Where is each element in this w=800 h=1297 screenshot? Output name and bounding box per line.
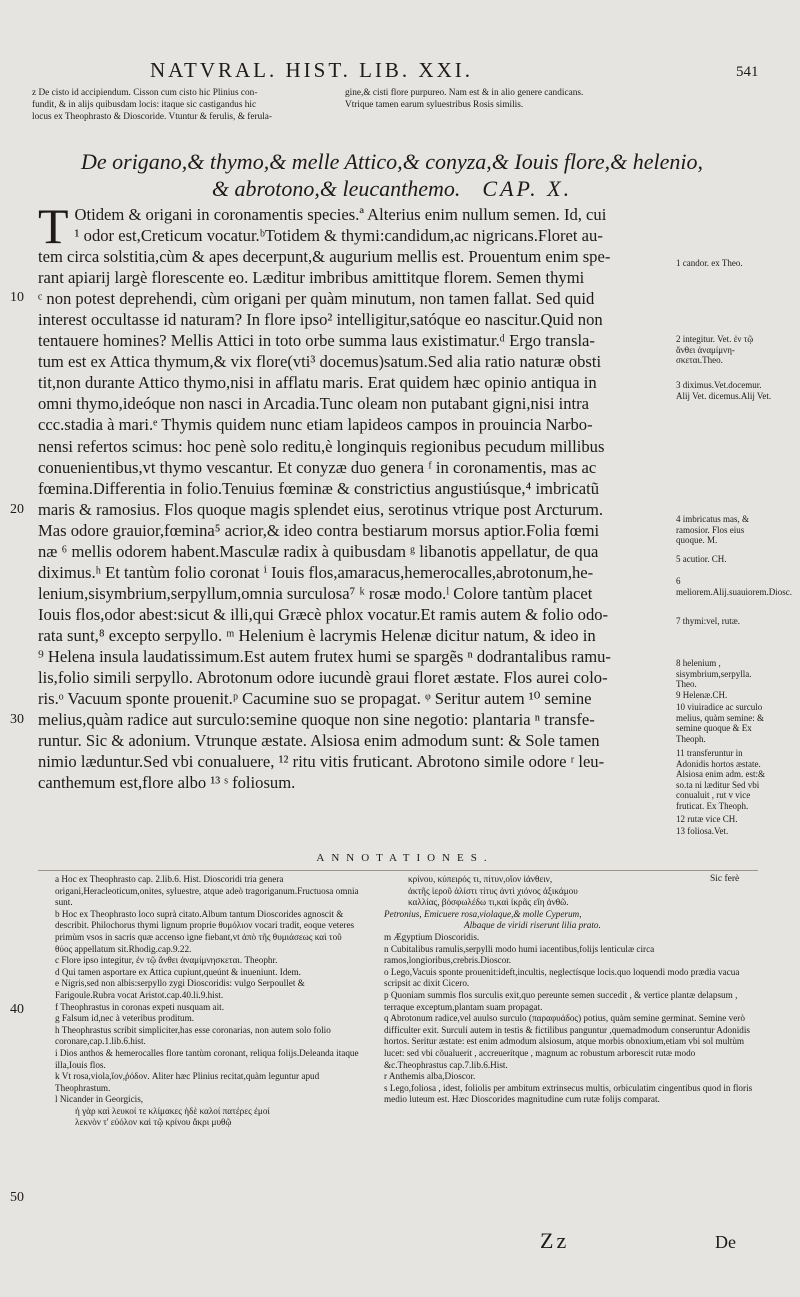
annotation: a Hoc ex Theophrasto cap. 2.lib.6. Hist. Dioscoridi tria genera origani,Heracleoticum,onites, syluestre, atque adeò tragoriganum.Fructuosa omnia sunt. <box>55 874 359 908</box>
text-line: Otidem & origani in coronamentis species.ª Alterius enim nullum semen. Id, cui <box>74 205 607 224</box>
annotation: p Quoniam summis flos surculis exit,quo pereunte semen succedit , & vertice plantæ delapsum , terraque exceptum,plantam suam propagat. <box>384 989 738 1012</box>
text-line: Mas odore grauior,fœmina⁵ acrior,& ideo contra bestiarum morsus aptior.Folia fœmi <box>38 520 600 540</box>
chapter-title-line-2 <box>72 175 712 202</box>
running-title: NATVRAL. HIST. LIB. XXI. <box>150 58 474 82</box>
text-line: fœmina.Differentia in folio.Tenuius fœminæ & constrictius angustiúsque,⁴ imbricatũ <box>38 478 600 498</box>
text-line: nensi refertos scimus: hoc penè solo reditu,è longinquis regionibus pecudum millibus <box>38 436 605 456</box>
text-line: ¹ odor est,Creticum vocatur.ᵇTotidem & thymi:candidum,ac nigricans.Floret au- <box>74 226 603 246</box>
chapter-title-line: De origano,& thymo,& melle Attico,& conyza,& Iouis flore,& helenio, <box>80 149 703 174</box>
text-line: canthemum est,flore albo ¹³ ˢ foliosum. <box>38 773 296 793</box>
annotation-verse: Petronius, Emicuere rosa,violaque,& molle Cyperum, <box>384 908 582 919</box>
annotation-verse: καλλίας, βόσφωλέδω τι,καὶ ἰκρᾶς εἴη ἀνθῶ. <box>408 897 569 908</box>
top-note-line: Vtrique tamen earum syluestribus Rosis similis. <box>345 100 524 110</box>
annotation: s Lego,foliosa , idest, foliolis per ambitum extrinsecus multis, orbiculatim cingentibus quod in floris medio luteum est. Hæc Dioscorides magnitudine cum rutæ folijs comparat. <box>384 1082 753 1105</box>
text-line: interest occultasse id naturam? In flore ipso² intelligitur,satóque eo nascitur.Quid non <box>38 310 603 330</box>
text-line: ᶜ non potest deprehendi, cùm origani per quàm minutum, non tamen fallat. Sed quid <box>38 289 595 309</box>
annotation: e Nigris,sed non albis:serpyllo zygi Dioscoridis: vulgo Serpoullet & Farigoule.Rubra vocat Aristot.cap.40.li.9.hist. <box>55 978 305 1000</box>
annotation: l Nicander in Georgicis, <box>55 1094 144 1105</box>
top-note-line: gine,& cisti flore purpureo. Nam est & in alio genere candicans. <box>345 88 584 98</box>
annotation: f Theophrastus in coronas expeti nusquam ait. <box>55 1001 224 1012</box>
text-line: tem circa solstitia,cùm & apes decerpunt,& augurium mellis est. Prouentum enim spe- <box>38 247 611 267</box>
annotation-verse: Albaque de viridi riserunt lilia prato. <box>464 920 601 931</box>
text-line: lenium,sisymbrium,serpyllum,omnia surculosa⁷ ᵏ rosæ modo.ˡ Colore tantùm placet <box>38 583 593 603</box>
catchword: De <box>715 1232 736 1252</box>
line-number: 20 <box>10 502 24 517</box>
text-line: diximus.ʰ Et tantùm folio coronat ⁱ Iouis flos,amaracus,hemerocalles,abrotonum,he- <box>38 562 594 582</box>
margin-note: 9 Helenæ.CH. <box>676 690 728 700</box>
text-line: tit,non durante Attico thymo,nisi in afflatu maris. Erat quidem hæc opinio antiqua in <box>38 373 597 393</box>
text-line: rata sunt,⁸ excepto serpyllo. ᵐ Helenium è lacrymis Helenæ dicitur natum, & ideo in <box>38 625 596 645</box>
text-line: omni thymo,ideóque non nasci in Arcadia.Tunc oleam non putabant gigni,nisi intra <box>38 394 590 414</box>
top-note-line: locus ex Theophrasto & Dioscoride. Vtuntur & ferulis, & ferula- <box>32 112 273 122</box>
margin-note: 3 diximus.Vet.docemur. Alij Vet. dicemus.Alij Vet. <box>676 380 772 401</box>
top-note-right <box>345 87 765 111</box>
annotation: i Dios anthos & hemerocalles flore tantùm coronant, reliqua folijs.Deleanda itaque illa,Iouis flos. <box>55 1047 359 1070</box>
chapter-title-text: & abrotono,& leucanthemo. <box>211 176 461 201</box>
annotation-verse: ἠ γὰρ καὶ λευκοί τε κλίμακες ἠδὲ καλοί πατέρες ἐμοί <box>75 1105 270 1116</box>
text-line: ccc.stadia à mari.ᵉ Thymis quidem nunc etiam lapideos campos in prouincia Narbo- <box>38 415 593 435</box>
margin-note: 10 viuiradice ac surculo melius, quàm semine: & semine quoque & Ex Theoph. <box>676 702 764 744</box>
page-number: 541 <box>736 64 759 80</box>
margin-note: 8 helenium , sisymbrium,serpylla. Theo. <box>676 658 752 689</box>
annotation: r Anthemis alba,Dioscor. <box>384 1071 476 1082</box>
annotation: h Theophrastus scribit simpliciter,has esse coronarias, non autem solo folio coronare,cap.1.lib.6.hist. <box>55 1024 331 1047</box>
annotation-verse: ἀκτῆς ἱεροῦ ἁλίστι τίτυς ἀντὶ χιόνος ἀξικάμου <box>408 885 578 896</box>
main-text <box>38 198 678 793</box>
annotation: m Ægyptium Dioscoridis. <box>384 931 480 942</box>
text-line: runtur. Sic & adonium. Vtrunque æstate. Alsiosa enim admodum sunt: & Sole tamen <box>38 731 600 751</box>
annotation: g Falsum id,nec à veteribus proditum. <box>55 1013 195 1024</box>
top-note-left <box>32 87 332 123</box>
annotation-verse: κρίνου, κύπειρός τι, πίτυν,οἵον ἰάνθειν, <box>408 874 553 884</box>
annotation: k Vt rosa,viola,ἴον,ῥόδον. Aliter hæc Plinius recitat,quàm leguntur apud Theophrastum. <box>55 1071 320 1093</box>
margin-note: 13 foliosa.Vet. <box>676 826 729 836</box>
sic-fere-note: Sic ferè <box>710 874 740 884</box>
text-line: rant apiarij largè florescente eo. Læditur imbribus amittitque florem. Semen thymi <box>38 268 585 288</box>
margin-note: 5 acutior. CH. <box>676 554 727 564</box>
margin-note: 4 imbricatus mas, & ramosior. Flos eius quoque. M. <box>676 514 749 545</box>
text-line: tum est ex Attica thymum,& vix flore(vti³ docemus)satum.Sed alia ratio naturæ obsti <box>38 352 602 372</box>
margin-note: 2 integitur. Vet. ἐν τῷ ἄνθει ἀναμίμνη-σκεται.Theo. <box>676 334 754 365</box>
divider <box>38 870 758 871</box>
annotation: q Abrotonum radice,vel auulso surculo (παραφυάδος) potius, quàm semine germinat. Semine verò difficulter exit. Surculi autem in testis & fictilibus panguntur ,quemadmodum conseruntur Adonidis hortos. Seritur æstate: est enim admodum alsiosum, atque morbis obnoxium,etiam vbi sol multùm lucet: sed vbi cõualuerit , accreuerítque , magnum ac robustum arborescit rutæ modo &c.Theophrastus cap.7.lib.6.Hist. <box>384 1013 750 1070</box>
text-line: tentauere homines? Mellis Attici in toto orbe summa laus existimatur.ᵈ Ergo transla- <box>38 331 595 351</box>
chapter-title <box>72 148 712 202</box>
annotation: b Hoc ex Theophrasto loco suprà citato.Album tantum Dioscorides agnoscit & describit. Philochorus thymi lignum proprie θυμόλιον vocari tradit, eoque veteres primùm vsos in sacris quæ accenso igne fiebant,vt ἀπὸ τῆς θυμιάσεως καὶ τοῦ θύος appellatum sit.Rhodig.cap.9.22. <box>55 908 355 954</box>
margin-note: 7 thymi:vel, rutæ. <box>676 616 740 626</box>
annotation: c Flore ipso integitur, ἐν τῷ ἄνθει ἀναμίμνησκεται. Theophr. <box>55 955 278 966</box>
text-line: ris.ᵒ Vacuum sponte prouenit.ᵖ Cacumine suo se propagat. ᵠ Seritur autem ¹⁰ semine <box>38 689 592 709</box>
annotations-heading: ANNOTATIONES. <box>316 852 494 864</box>
top-note-line: z De cisto id accipiendum. Cisson cum cisto hic Plinius con- <box>32 88 258 98</box>
drop-cap: T <box>38 198 69 254</box>
line-number: 30 <box>10 712 24 727</box>
margin-note: 12 rutæ vice CH. <box>676 814 738 824</box>
text-line: Iouis flos,odor abest:sicut & illi,qui Græcè phlox vocatur.Et ramis autem & folio odo- <box>38 604 609 624</box>
line-number: 50 <box>10 1190 24 1205</box>
margin-note: 11 transferuntur in Adonidis hortos æstate. Alsiosa enim adm. est:& so.ta ni læditur Sed vbi conualuit , rut v vice fruticat. Ex Theoph. <box>676 748 765 811</box>
signature-mark: Zz <box>540 1228 570 1253</box>
text-line: ⁹ Helena insula laudatissimum.Est autem frutex humi se spargẽs ⁿ dodrantalibus ramu- <box>38 646 611 666</box>
text-line: conuenientibus,vt thymo vescantur. Et conyzæ duo genera ᶠ in coronamentis, mas ac <box>38 457 597 477</box>
margin-note: 6 meliorem.Alij.suauiorem.Diosc. <box>676 576 792 597</box>
text-line: lis,folio simili serpyllo. Abrotonum odore iucundè graui floret æstate. Flos aurei colo- <box>38 668 608 688</box>
line-number: 40 <box>10 1002 24 1017</box>
line-number: 10 <box>10 290 24 305</box>
chapter-number: CAP. X. <box>482 176 573 201</box>
annotation: o Lego,Vacuis sponte prouenit:ideft,incultis, neglectísque locis.quo loquendi modo prædia vacua scripsit ac dixit Cicero. <box>384 966 740 989</box>
annotations-left-column <box>55 874 360 1129</box>
margin-note: 1 candor. ex Theo. <box>676 258 743 268</box>
text-line: nimio læduntur.Sed vbi conualuere, ¹² ritu vitis fruticant. Abrotono simile odore ʳ leu- <box>38 752 605 772</box>
text-line: maris & ramosius. Flos quoque magis splendet eius, serotinus vtrique post Arcturum. <box>38 499 604 519</box>
annotation: d Qui tamen asportare ex Attica cupiunt,queúnt & inueniunt. Idem. <box>55 966 301 977</box>
text-line: næ ⁶ mellis odorem habent.Masculæ radix à quibusdam ᵍ libanotis appellatur, de qua <box>38 541 599 561</box>
top-note-line: fundit, & in alijs quibusdam locis: itaque sic castigandus hic <box>32 100 257 110</box>
annotations-right-column <box>384 874 759 1106</box>
annotation: n Cubitalibus ramulis,serpylli modo humi iacentibus,folijs lenticulæ circa ramos,longioribus,crebris.Dioscor. <box>384 943 655 966</box>
text-line: melius,quàm radice aut surculo:semine quoque non sine negotio: plantaria ⁿ transfe- <box>38 710 595 730</box>
annotation-verse: λεκνὸν τ' εὐόλον καὶ τῷ κρίνου ἄκρι μυθῷ <box>75 1117 232 1128</box>
